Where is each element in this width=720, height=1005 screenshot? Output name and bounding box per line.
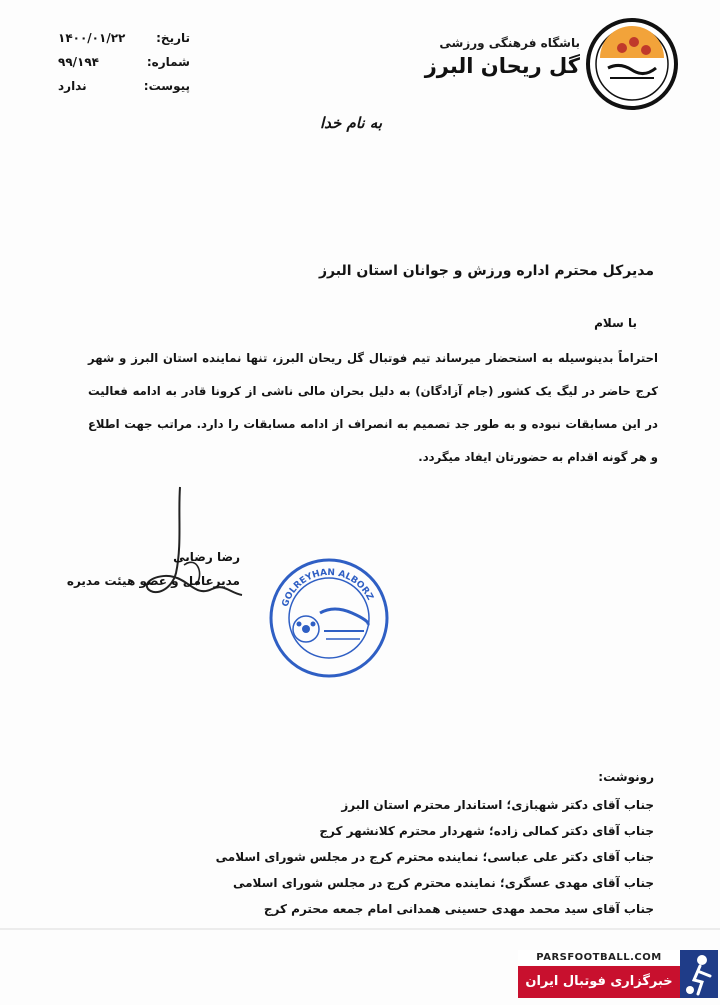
watermark-text: خبرگزاری فوتبال ایران <box>518 966 680 998</box>
signer-block <box>67 545 240 593</box>
club-title-block <box>425 36 580 78</box>
watermark-url: PARSFOOTBALL.COM <box>518 950 680 965</box>
watermark-brand <box>518 950 718 1002</box>
meta-date-row <box>58 26 190 50</box>
meta-attachment-row <box>58 74 190 98</box>
number-label: شماره: <box>146 55 190 69</box>
cc-item: جناب آقای دکتر علی عباسی؛ نماینده محترم کرج در مجلس شورای اسلامی <box>215 850 654 864</box>
meta-number-row <box>58 50 190 74</box>
official-stamp <box>268 555 390 681</box>
page-fold-divider <box>0 928 720 930</box>
number-value: ۹۹/۱۹۴ <box>58 55 100 69</box>
attachment-label: پیوست: <box>143 79 190 93</box>
cc-item: جناب آقای دکتر شهبازی؛ استاندار محترم استان البرز <box>341 798 654 812</box>
cc-item: جناب آقای دکتر کمالی زاده؛ شهردار محترم کلانشهر کرج <box>319 824 654 838</box>
attachment-value: ندارد <box>58 79 87 93</box>
invocation: به نام خدا <box>319 114 382 132</box>
letter-meta <box>58 26 190 98</box>
cc-list <box>216 764 654 922</box>
cc-item: جناب آقای مهدی عسگری؛ نماینده محترم کرج در مجلس شورای اسلامی <box>232 876 654 890</box>
club-subtitle: باشگاه فرهنگی ورزشی <box>439 36 580 50</box>
greeting: با سلام <box>594 316 637 330</box>
recipient-line: مدیرکل محترم اداره ورزش و جوانان استان البرز <box>318 263 654 279</box>
date-value: ۱۴۰۰/۰۱/۲۲ <box>58 31 126 45</box>
stamp-ring-text: GOLREYHAN ALBORZ <box>280 567 375 609</box>
club-name: گل ریحان البرز <box>424 54 580 78</box>
signer-name: رضا رضایی <box>173 550 240 564</box>
letter-body: احتراماً بدینوسیله به استحضار میرساند تیم فوتبال گل ریحان البرز، تنها نماینده استان البرز و شهر کرج حاضر در لیگ یک کشور (جام آزادگان) به دلیل بحران مالی ناشی از کرونا قادر به ادامه فعالیت در این مسابقات نبوده و به طور جد تصمیم به انصراف از ادامه مسابقات را دارد. مراتب جهت اطلاع و هر گونه اقدام به حضورتان ایفاد میگردد. <box>88 351 658 464</box>
cc-item: جناب آقای سید محمد مهدی حسینی همدانی امام جمعه محترم کرج <box>263 902 654 916</box>
club-logo <box>586 18 678 110</box>
player-logo-icon <box>680 950 718 998</box>
cc-title: رونوشت: <box>598 770 654 784</box>
date-label: تاریخ: <box>156 31 190 45</box>
signer-title: مدیرعامل و عضو هیئت مدیره <box>66 574 240 588</box>
